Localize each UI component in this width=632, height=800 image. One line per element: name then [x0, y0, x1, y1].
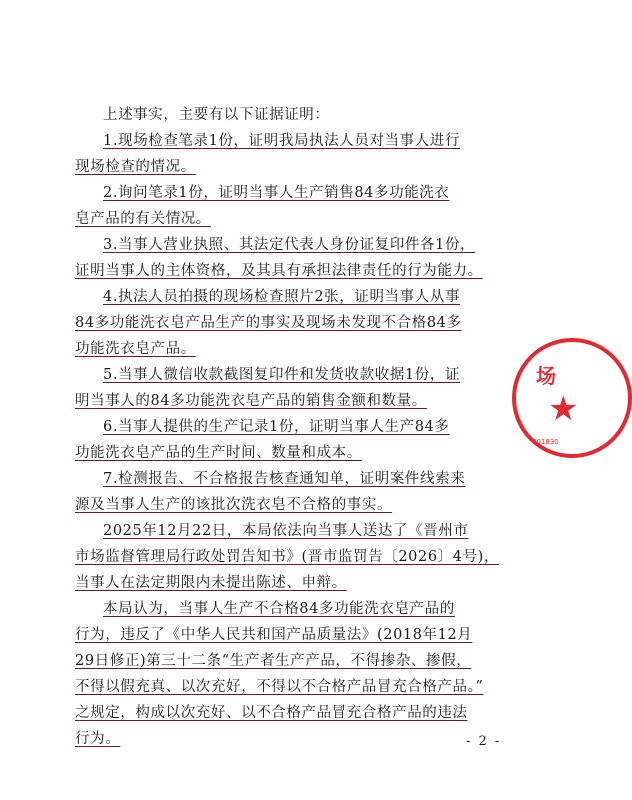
text-line: 7.检测报告、不合格报告核查通知单，证明案件线索来: [103, 471, 466, 487]
text-line: 不得以假充真、以次充好，不得以不合格产品冒充合格产品。”: [75, 679, 484, 695]
text-line: 当事人在法定期限内未提出陈述、申辩。: [75, 575, 347, 591]
text-line: 皂产品的有关情况。: [75, 211, 211, 227]
page-number: - 2 -: [466, 734, 502, 749]
text-line: 6.当事人提供的生产记录1份，证明当事人生产84多: [103, 419, 450, 435]
seal-number: 301830: [532, 438, 559, 446]
text-line: 明当事人的84多功能洗衣皂产品的销售金额和数量。: [75, 393, 427, 409]
text-line: 功能洗衣皂产品的生产时间、数量和成本。: [75, 445, 362, 461]
text-line: 84多功能洗衣皂产品生产的事实及现场未发现不合格84多: [75, 315, 462, 331]
seal-text: 场: [536, 364, 556, 388]
text-line: 5.当事人微信收款截图复印件和发货收款收据1份，证: [103, 367, 461, 383]
official-seal: [512, 338, 632, 458]
text-line: 上述事实，主要有以下证据证明：: [103, 107, 330, 123]
text-line: 功能洗衣皂产品。: [75, 341, 196, 357]
seal-star-icon: ★: [548, 389, 579, 429]
text-line: 2025年12月22日，本局依法向当事人送达了《晋州市: [103, 523, 469, 539]
text-line: 行为，违反了《中华人民共和国产品质量法》(2018年12月: [75, 627, 473, 643]
text-line: 证明当事人的主体资格，及其具有承担法律责任的行为能力。: [75, 263, 483, 279]
text-line: 源及当事人生产的该批次洗衣皂不合格的事实。: [75, 497, 393, 513]
text-line: 1.现场检查笔录1份，证明我局执法人员对当事人进行: [103, 133, 461, 149]
text-line: 市场监督管理局行政处罚告知书》(晋市监罚告〔2026〕4号)，: [75, 549, 500, 565]
text-line: 行为。: [75, 731, 121, 747]
text-line: 2.询问笔录1份，证明当事人生产销售84多功能洗衣: [103, 185, 450, 201]
text-line: 之规定，构成以次充好、以不合格产品冒充合格产品的违法: [75, 705, 468, 721]
text-line: 3.当事人营业执照、其法定代表人身份证复印件各1份，: [103, 237, 476, 253]
text-line: 4.执法人员拍摄的现场检查照片2张，证明当事人从事: [103, 289, 461, 305]
text-line: 本局认为，当事人生产不合格84多功能洗衣皂产品的: [103, 601, 455, 617]
text-line: 29日修正)第三十二条“生产者生产产品，不得掺杂、掺假，: [75, 653, 472, 669]
text-line: 现场检查的情况。: [75, 159, 196, 175]
